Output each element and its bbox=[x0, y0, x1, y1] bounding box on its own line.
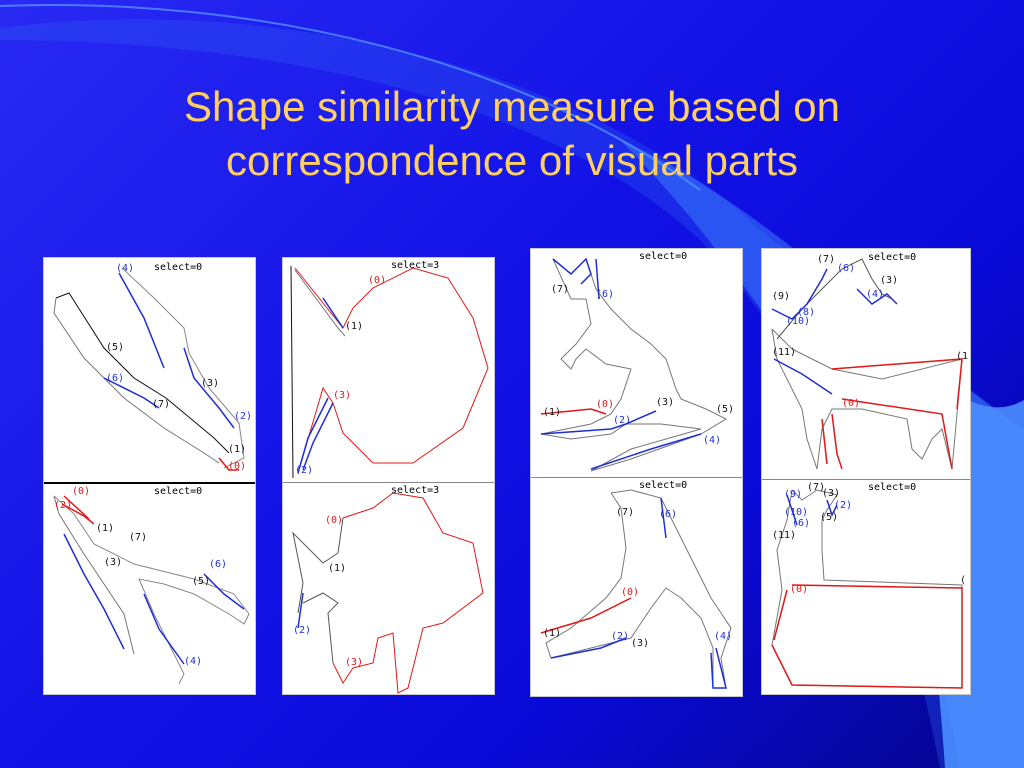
part-label: (1) bbox=[543, 628, 562, 639]
part-label: (7) bbox=[551, 284, 570, 295]
part-label: (1) bbox=[96, 523, 115, 534]
panel-2-top-shape bbox=[283, 258, 494, 480]
panel-3-bottom-shape bbox=[531, 478, 742, 697]
part-label: (8) bbox=[797, 307, 816, 318]
part-label: (2) bbox=[611, 631, 630, 642]
panel-1-top-shape bbox=[44, 258, 255, 482]
select-readout: select=0 bbox=[154, 262, 203, 273]
part-label: (5) bbox=[716, 404, 735, 415]
part-label: (0) bbox=[842, 398, 861, 409]
panel-3-top bbox=[531, 249, 742, 475]
select-readout: select=0 bbox=[154, 486, 203, 497]
part-label: (9) bbox=[772, 291, 791, 302]
part-label: (6) bbox=[106, 373, 125, 384]
panel-1-top bbox=[44, 258, 255, 482]
part-label: (7) bbox=[616, 507, 635, 518]
part-label: (6) bbox=[209, 559, 228, 570]
select-readout: select=0 bbox=[868, 252, 917, 263]
panel-3-top-shape bbox=[531, 249, 742, 475]
shape-panel-2 bbox=[282, 257, 495, 695]
part-label: (3) bbox=[880, 275, 899, 286]
part-label: (1) bbox=[543, 407, 562, 418]
title-line-1: Shape similarity measure based on bbox=[183, 83, 840, 130]
part-label: (3) bbox=[333, 390, 352, 401]
part-label: (0) bbox=[621, 587, 640, 598]
part-label: (7) bbox=[807, 482, 826, 493]
select-readout: select=0 bbox=[639, 251, 688, 262]
part-label: (0) bbox=[596, 399, 615, 410]
part-label: (3) bbox=[201, 378, 220, 389]
panel-2-top bbox=[283, 258, 494, 480]
part-label: (2) bbox=[293, 625, 312, 636]
part-label: (0) bbox=[790, 584, 809, 595]
part-label: (9) bbox=[784, 489, 803, 500]
part-label: (2) bbox=[295, 465, 314, 476]
part-label: (7) bbox=[152, 399, 171, 410]
select-readout: select=3 bbox=[391, 485, 440, 496]
select-readout: select=0 bbox=[639, 480, 688, 491]
title-line-2: correspondence of visual parts bbox=[226, 137, 798, 184]
part-label: (0) bbox=[228, 461, 247, 472]
part-label: (5) bbox=[820, 512, 839, 523]
part-label: (4) bbox=[184, 656, 203, 667]
part-label: (11) bbox=[772, 530, 797, 541]
part-label: (2) bbox=[54, 500, 73, 511]
panel-2-bottom-shape bbox=[283, 483, 494, 695]
part-label: (5) bbox=[192, 576, 211, 587]
select-readout: select=0 bbox=[868, 482, 917, 493]
panel-1-bottom bbox=[44, 484, 255, 694]
part-label: (1) bbox=[345, 321, 364, 332]
part-label: (3) bbox=[656, 397, 675, 408]
shape-panel-3 bbox=[530, 248, 743, 697]
panel-1-bottom-shape bbox=[44, 484, 255, 694]
part-label: (6) bbox=[792, 518, 811, 529]
part-label: (6) bbox=[837, 263, 856, 274]
part-label: (11) bbox=[772, 347, 797, 358]
select-readout: select=3 bbox=[391, 260, 440, 271]
part-label: (1) bbox=[228, 444, 247, 455]
part-label: (10) bbox=[786, 316, 811, 327]
shape-panel-4 bbox=[761, 248, 971, 695]
part-label: (1 bbox=[956, 351, 969, 362]
shape-panel-1 bbox=[43, 257, 256, 695]
panel-3-bottom bbox=[531, 477, 742, 697]
slide-title bbox=[60, 80, 964, 188]
part-label: (5) bbox=[106, 342, 125, 353]
part-label: (4) bbox=[116, 263, 135, 274]
part-label: (2) bbox=[234, 411, 253, 422]
part-label: (7) bbox=[817, 254, 836, 265]
part-label: (3) bbox=[104, 557, 123, 568]
panel-4-top-shape bbox=[762, 249, 970, 477]
part-label: (1) bbox=[328, 563, 347, 574]
part-label: (3) bbox=[345, 657, 364, 668]
part-label: (0) bbox=[368, 275, 387, 286]
part-label: (4) bbox=[714, 631, 733, 642]
panel-4-top bbox=[762, 249, 970, 477]
part-label: (3) bbox=[822, 488, 841, 499]
part-label: (6) bbox=[659, 509, 678, 520]
part-label: (6) bbox=[596, 289, 615, 300]
part-label: ( bbox=[960, 575, 967, 586]
part-label: (4) bbox=[703, 435, 722, 446]
panel-2-bottom bbox=[283, 482, 494, 695]
part-label: (0) bbox=[72, 486, 91, 497]
part-label: (2) bbox=[613, 415, 632, 426]
part-label: (7) bbox=[129, 532, 148, 543]
part-label: (3) bbox=[631, 638, 650, 649]
part-label: (0) bbox=[325, 515, 344, 526]
part-label: (4) bbox=[866, 289, 885, 300]
part-label: (2) bbox=[834, 500, 853, 511]
panel-4-bottom-shape bbox=[762, 480, 970, 695]
part-label: (10) bbox=[784, 507, 809, 518]
panel-4-bottom bbox=[762, 479, 970, 695]
